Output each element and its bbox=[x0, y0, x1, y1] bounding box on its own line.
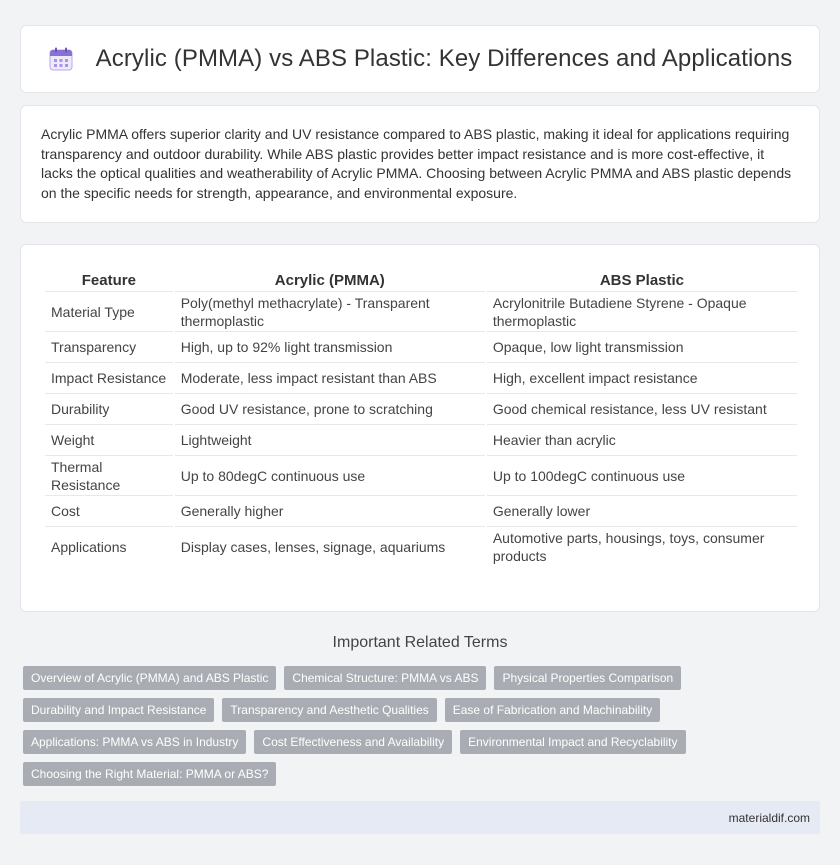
related-term-tag[interactable]: Choosing the Right Material: PMMA or ABS? bbox=[23, 762, 276, 786]
row-acrylic: High, up to 92% light transmission bbox=[175, 331, 485, 362]
summary-card bbox=[20, 105, 820, 223]
header-acrylic: Acrylic (PMMA) bbox=[274, 271, 385, 289]
header-abs: ABS Plastic bbox=[599, 271, 685, 289]
table-row bbox=[45, 455, 797, 495]
row-acrylic: Moderate, less impact resistant than ABS bbox=[175, 362, 485, 393]
row-feature: Applications bbox=[45, 526, 173, 566]
summary-text: Acrylic PMMA offers superior clarity and UV resistance compared to ABS plastic, making it ideal for applications requiring transparency and outdoor durability. While ABS plastic provides better impact resistance and is more cost-effective, it lacks the optical qualities and weatherability of Acrylic PMMA. Choosing between Acrylic PMMA and ABS plastic depends on the specific needs for strength, appearance, and environmental exposure. bbox=[41, 126, 792, 201]
related-term-tag[interactable]: Physical Properties Comparison bbox=[494, 666, 681, 690]
table-row bbox=[45, 331, 797, 362]
row-acrylic: Display cases, lenses, signage, aquariums bbox=[175, 526, 485, 566]
row-feature: Thermal Resistance bbox=[45, 455, 173, 495]
row-abs: High, excellent impact resistance bbox=[487, 362, 797, 393]
row-acrylic: Up to 80degC continuous use bbox=[175, 455, 485, 495]
row-acrylic: Lightweight bbox=[175, 424, 485, 455]
related-term-tag[interactable]: Overview of Acrylic (PMMA) and ABS Plastic bbox=[23, 666, 276, 690]
table-row bbox=[45, 291, 797, 331]
row-feature: Cost bbox=[45, 495, 173, 526]
title-wrap bbox=[48, 45, 793, 73]
row-acrylic: Poly(methyl methacrylate) - Transparent thermoplastic bbox=[175, 291, 485, 331]
row-abs: Heavier than acrylic bbox=[487, 424, 797, 455]
row-abs: Opaque, low light transmission bbox=[487, 331, 797, 362]
row-feature: Impact Resistance bbox=[45, 362, 173, 393]
related-term-tag[interactable]: Transparency and Aesthetic Qualities bbox=[222, 698, 436, 722]
row-feature: Material Type bbox=[45, 291, 173, 331]
row-feature: Transparency bbox=[45, 331, 173, 362]
table-row bbox=[45, 526, 797, 566]
related-terms-tags bbox=[23, 666, 803, 786]
related-term-tag[interactable]: Environmental Impact and Recyclability bbox=[460, 730, 685, 754]
related-term-tag[interactable]: Ease of Fabrication and Machinability bbox=[445, 698, 660, 722]
footer-site[interactable]: materialdif.com bbox=[728, 810, 810, 825]
related-term-tag[interactable]: Applications: PMMA vs ABS in Industry bbox=[23, 730, 246, 754]
row-feature: Weight bbox=[45, 424, 173, 455]
row-abs: Up to 100degC continuous use bbox=[487, 455, 797, 495]
table-row bbox=[45, 495, 797, 526]
table-header-row bbox=[45, 263, 797, 291]
table-row bbox=[45, 393, 797, 424]
row-abs: Good chemical resistance, less UV resistant bbox=[487, 393, 797, 424]
header-card bbox=[20, 25, 820, 93]
row-feature: Durability bbox=[45, 393, 173, 424]
comparison-table-card bbox=[20, 244, 820, 612]
row-abs: Acrylonitrile Butadiene Styrene - Opaque thermoplastic bbox=[487, 291, 797, 331]
row-acrylic: Generally higher bbox=[175, 495, 485, 526]
comparison-table bbox=[43, 263, 799, 566]
related-term-tag[interactable]: Chemical Structure: PMMA vs ABS bbox=[284, 666, 486, 690]
footer bbox=[20, 801, 820, 834]
header-feature: Feature bbox=[81, 271, 136, 289]
table-row bbox=[45, 362, 797, 393]
related-term-tag[interactable]: Durability and Impact Resistance bbox=[23, 698, 214, 722]
row-abs: Automotive parts, housings, toys, consumer products bbox=[487, 526, 797, 566]
table-row bbox=[45, 424, 797, 455]
page-title: Acrylic (PMMA) vs ABS Plastic: Key Differences and Applications bbox=[95, 45, 793, 72]
calendar-icon bbox=[48, 46, 74, 72]
row-acrylic: Good UV resistance, prone to scratching bbox=[175, 393, 485, 424]
related-terms-title: Important Related Terms bbox=[332, 634, 508, 651]
related-term-tag[interactable]: Cost Effectiveness and Availability bbox=[254, 730, 452, 754]
row-abs: Generally lower bbox=[487, 495, 797, 526]
